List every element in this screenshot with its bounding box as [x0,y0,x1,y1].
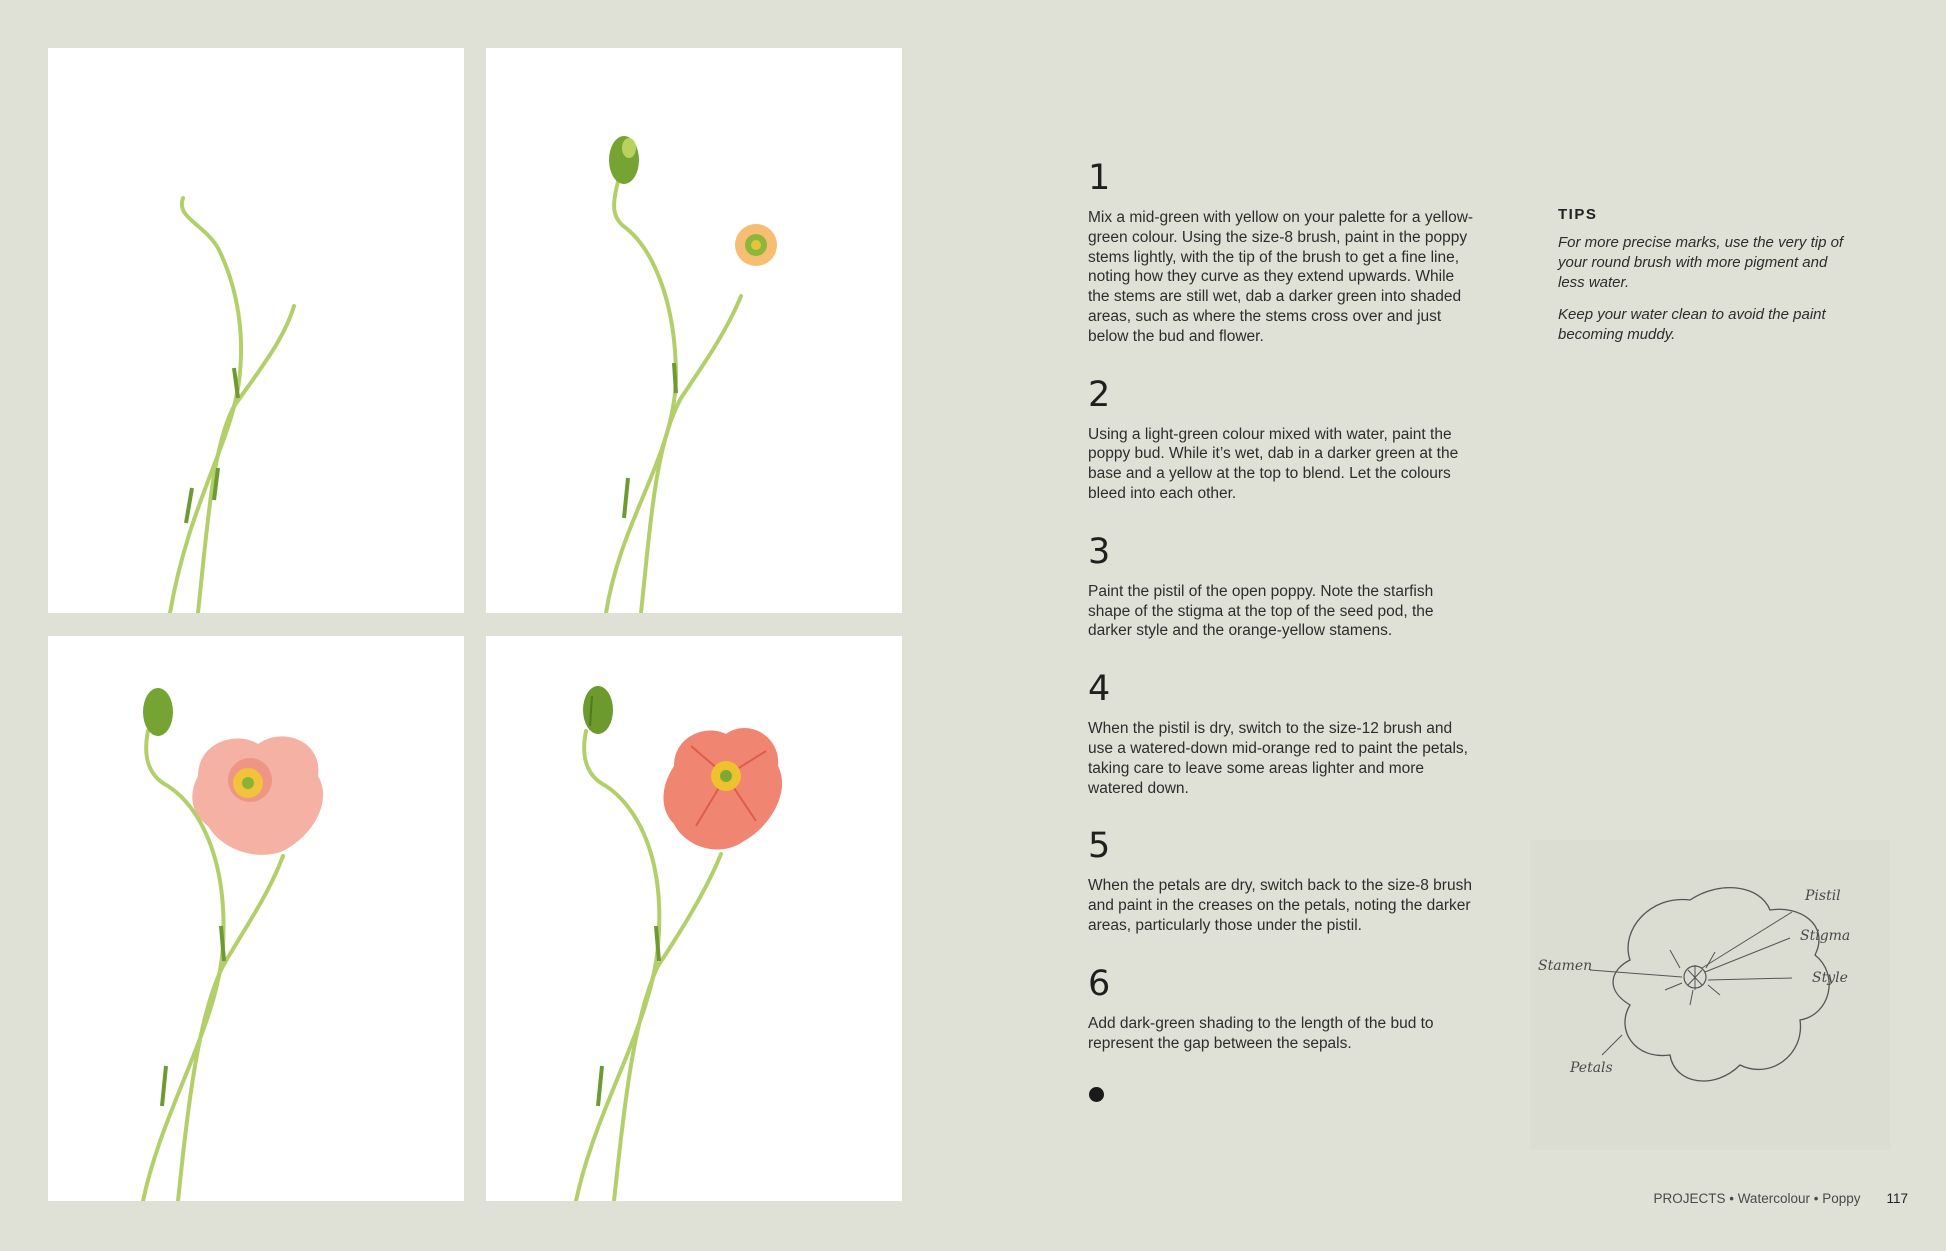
tips-box [1558,206,1858,357]
finished-poppy-painting [486,636,902,1201]
step-number: 5 [1088,826,1111,867]
step-4 [1088,669,1478,798]
tips-title: TIPS [1558,206,1598,223]
step-6 [1088,964,1478,1054]
illustration-step-5-6 [486,636,902,1201]
step-5 [1088,826,1478,935]
light-petals-painting [48,636,464,1201]
step-text: Add dark-green shading to the length of the bud to represent the gap between the sepals. [1088,1014,1434,1052]
page-footer [1653,1191,1908,1206]
illustration-step-1 [48,48,464,613]
step-text: Paint the pistil of the open poppy. Note the starfish shape of the stigma at the top of the seed pod, the darker style and the orange-yellow stamens. [1088,582,1434,640]
section-breadcrumb: PROJECTS • Watercolour • Poppy [1653,1191,1861,1206]
sketch-label-stigma: Stigma [1800,928,1851,944]
sketch-label-petals: Petals [1570,1060,1613,1076]
bud-and-pistil-painting [486,48,902,613]
step-text: When the pistil is dry, switch to the size-12 brush and use a watered-down mid-orange red to paint the petals, taking care to leave some areas lighter and more watered down. [1088,720,1468,797]
sketch-label-style: Style [1812,970,1848,986]
end-bullet-icon [1089,1087,1104,1102]
tip-item: Keep your water clean to avoid the paint becoming muddy. [1558,306,1826,343]
step-number: 2 [1088,374,1111,415]
anatomy-drawing [1530,840,1890,1150]
steps-list [1088,158,1478,1081]
tip-item: For more precise marks, use the very tip of your round brush with more pigment and less water. [1558,234,1844,291]
step-1 [1088,158,1478,347]
page-number: 117 [1886,1191,1908,1206]
poppy-anatomy-sketch [1530,840,1890,1150]
step-number: 1 [1088,158,1111,198]
step-number: 6 [1088,963,1111,1004]
step-text: Mix a mid-green with yellow on your palette for a yellow-green colour. Using the size-8 brush, paint in the poppy stems lightly, with the tip of the brush to get a fine line, noting how they curve as they extend upwards. While the stems are still wet, dab a darker green into shaded areas, such as where the stems cross over and just below the bud and flower. [1088,209,1474,345]
step-number: 3 [1088,531,1111,572]
step-2 [1088,375,1478,504]
illustration-step-2-3 [486,48,902,613]
step-text: Using a light-green colour mixed with water, paint the poppy bud. While it’s wet, dab in a darker green at the base and a yellow at the top to blend. Let the colours bleed into each other. [1088,425,1459,502]
stems-painting [48,48,464,613]
sketch-label-stamen: Stamen [1538,958,1593,974]
illustration-step-4 [48,636,464,1201]
step-3 [1088,532,1478,641]
step-number: 4 [1088,669,1111,710]
step-text: When the petals are dry, switch back to the size-8 brush and paint in the creases on the petals, noting the darker areas, particularly those under the pistil. [1088,877,1472,934]
sketch-label-pistil: Pistil [1805,888,1841,904]
